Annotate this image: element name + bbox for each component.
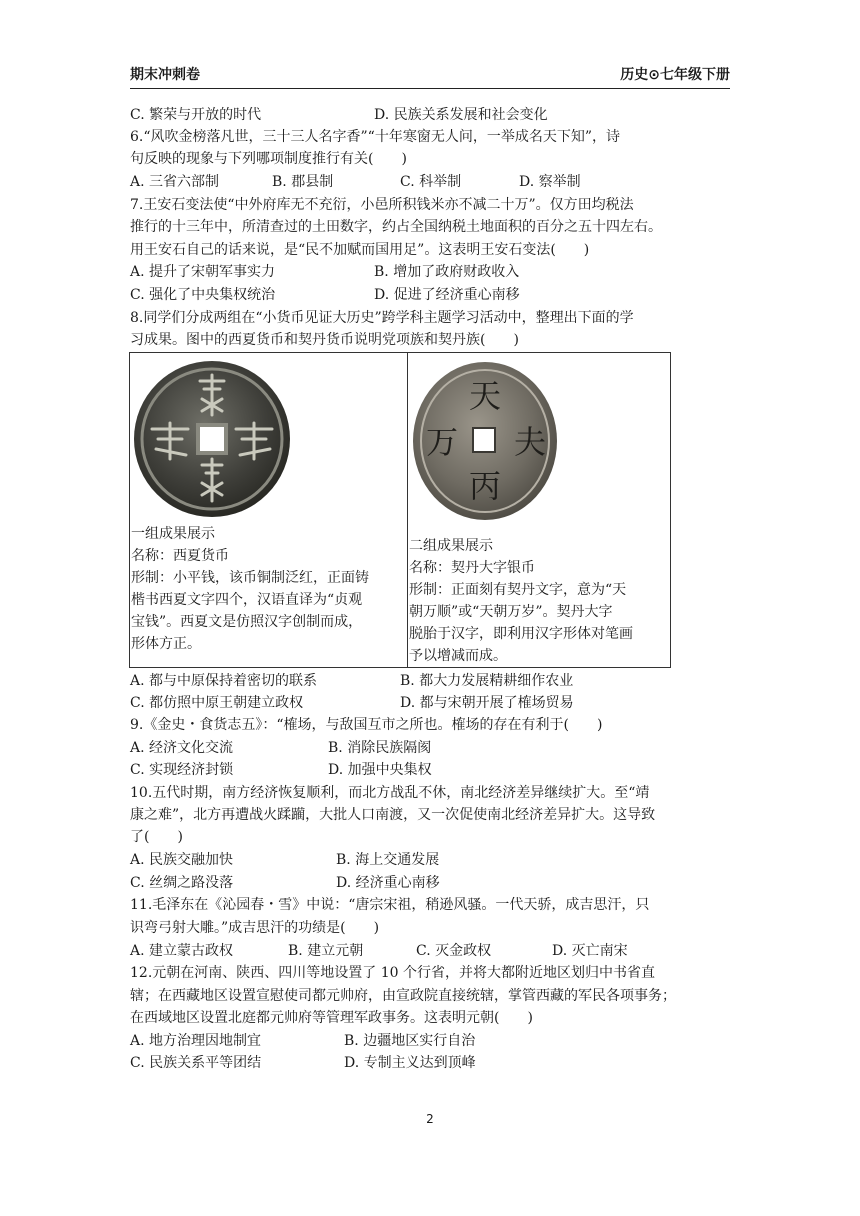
- q10-option-c: C. 丝绸之路没落: [130, 875, 234, 891]
- q6-option-c: C. 科举制: [400, 174, 462, 190]
- q6-option-b: B. 郡县制: [272, 174, 334, 190]
- q12-option-a: A. 地方治理因地制宜: [130, 1033, 262, 1049]
- group1-line: 宝钱”。西夏文是仿照汉字创制而成，: [131, 614, 363, 630]
- q9-option-a: A. 经济文化交流: [130, 740, 234, 756]
- khitan-char-bottom: 丙: [468, 467, 502, 505]
- q8-stem-line: 8.同学们分成两组在“小货币见证大历史”跨学科主题学习活动中，整理出下面的学: [130, 310, 634, 326]
- q10-stem-line: 了( ): [130, 829, 183, 845]
- group1-cell: [130, 353, 408, 668]
- q7-option-d: D. 促进了经济重心南移: [374, 287, 520, 303]
- q11-option-c: C. 灭金政权: [416, 943, 492, 959]
- q9-option-b: B. 消除民族隔阂: [328, 740, 432, 756]
- group2-line: 朝万顺”或“天朝万岁”。契丹大字: [409, 604, 613, 620]
- q7-option-a: A. 提升了宋朝军事实力: [130, 264, 276, 280]
- q7-stem-line: 7.王安石变法使“中外府库无不充衍，小邑所积钱米亦不减二十万”。仅方田均税法: [130, 197, 634, 213]
- group1-line: 名称：西夏货币: [131, 548, 229, 564]
- q10-option-d: D. 经济重心南移: [336, 875, 440, 891]
- q12-option-c: C. 民族关系平等团结: [130, 1055, 262, 1071]
- xixia-coin-image: [132, 359, 292, 526]
- group1-line: 楷书西夏文字四个，汉语直译为“贞观: [131, 592, 363, 608]
- q8-option-d: D. 都与宋朝开展了榷场贸易: [400, 695, 574, 711]
- q8-option-a: A. 都与中原保持着密切的联系: [130, 673, 318, 689]
- page-header: [130, 62, 730, 89]
- q12-stem-line: 辖；在西藏地区设置宣慰使司都元帅府，由宣政院直接统辖，掌管西藏的军民各项事务；: [130, 988, 676, 1004]
- q7-option-b: B. 增加了政府财政收入: [374, 264, 520, 280]
- q6-stem-line: 句反映的现象与下列哪项制度推行有关( ): [130, 151, 407, 167]
- q5-option-c: C. 繁荣与开放的时代: [130, 107, 262, 123]
- q12-option-d: D. 专制主义达到顶峰: [344, 1055, 476, 1071]
- coin-comparison-table: [129, 352, 671, 668]
- q8-stem-line: 习成果。图中的西夏货币和契丹货币说明党项族和契丹族( ): [130, 332, 519, 348]
- group2-line: 脱胎于汉字，即利用汉字形体对笔画: [409, 626, 633, 642]
- group2-line: 形制：正面刻有契丹文字，意为“天: [409, 582, 627, 598]
- q7-stem-line: 推行的十三年中，所清查过的土田数字，约占全国纳税土地面积的百分之五十四左右。: [130, 219, 662, 235]
- q11-option-d: D. 灭亡南宋: [552, 943, 628, 959]
- q12-option-b: B. 边疆地区实行自治: [344, 1033, 476, 1049]
- q9-option-c: C. 实现经济封锁: [130, 762, 234, 778]
- khitan-char-right: 夫: [513, 423, 547, 461]
- header-right: 历史⊙七年级下册: [620, 67, 730, 83]
- q9-option-d: D. 加强中央集权: [328, 762, 432, 778]
- q8-option-b: B. 都大力发展精耕细作农业: [400, 673, 574, 689]
- q7-stem-line: 用王安石自己的话来说，是“民不加赋而国用足”。这表明王安石变法( ): [130, 242, 590, 258]
- q5-option-d: D. 民族关系发展和社会变化: [374, 107, 548, 123]
- group1-title: 一组成果展示: [131, 526, 215, 542]
- q7-option-c: C. 强化了中央集权统治: [130, 287, 276, 303]
- q11-option-b: B. 建立元朝: [288, 943, 364, 959]
- q11-option-a: A. 建立蒙古政权: [130, 943, 234, 959]
- group2-title: 二组成果展示: [409, 538, 493, 554]
- q10-stem-line: 10.五代时期，南方经济恢复顺利，而北方战乱不休，南北经济差异继续扩大。至“靖: [130, 785, 650, 801]
- khitan-char-left: 万: [425, 423, 459, 461]
- q10-stem-line: 康之难”，北方再遭战火蹂躏，大批人口南渡，又一次促使南北经济差异扩大。这导致: [130, 807, 656, 823]
- q12-stem-line: 在西域地区设置北庭都元帅府等管理军政事务。这表明元朝( ): [130, 1010, 533, 1026]
- group2-line: 予以增减而成。: [409, 648, 507, 664]
- q11-stem-line: 11.毛泽东在《沁园春・雪》中说：“唐宗宋祖，稍逊风骚。一代天骄，成吉思汗，只: [130, 897, 650, 913]
- q8-option-c: C. 都仿照中原王朝建立政权: [130, 695, 304, 711]
- q12-stem-line: 12.元朝在河南、陕西、四川等地设置了 10 个行省，并将大都附近地区划归中书省直: [130, 965, 655, 981]
- q6-option-a: A. 三省六部制: [130, 174, 220, 190]
- group1-line: 形体方正。: [131, 636, 201, 652]
- page-number: 2: [426, 1112, 434, 1126]
- q10-option-b: B. 海上交通发展: [336, 852, 440, 868]
- khitan-char-top: 天: [468, 377, 502, 415]
- group2-cell: [408, 353, 671, 668]
- group1-line: 形制：小平钱，该币铜制泛红，正面铸: [131, 570, 369, 586]
- group2-line: 名称：契丹大字银币: [409, 560, 535, 576]
- q9-stem-line: 9.《金史・食货志五》：“榷场，与敌国互市之所也。榷场的存在有利于( ): [130, 717, 603, 733]
- q11-stem-line: 识弯弓射大雕。”成吉思汗的功绩是( ): [130, 920, 380, 936]
- khitan-coin-image: [410, 361, 560, 536]
- header-left: 期末冲刺卷: [130, 67, 200, 83]
- q6-option-d: D. 察举制: [519, 174, 581, 190]
- q6-stem-line: 6.“风吹金榜落凡世，三十三人名字香”“十年寒窗无人问，一举成名天下知”，诗: [130, 129, 620, 145]
- q10-option-a: A. 民族交融加快: [130, 852, 234, 868]
